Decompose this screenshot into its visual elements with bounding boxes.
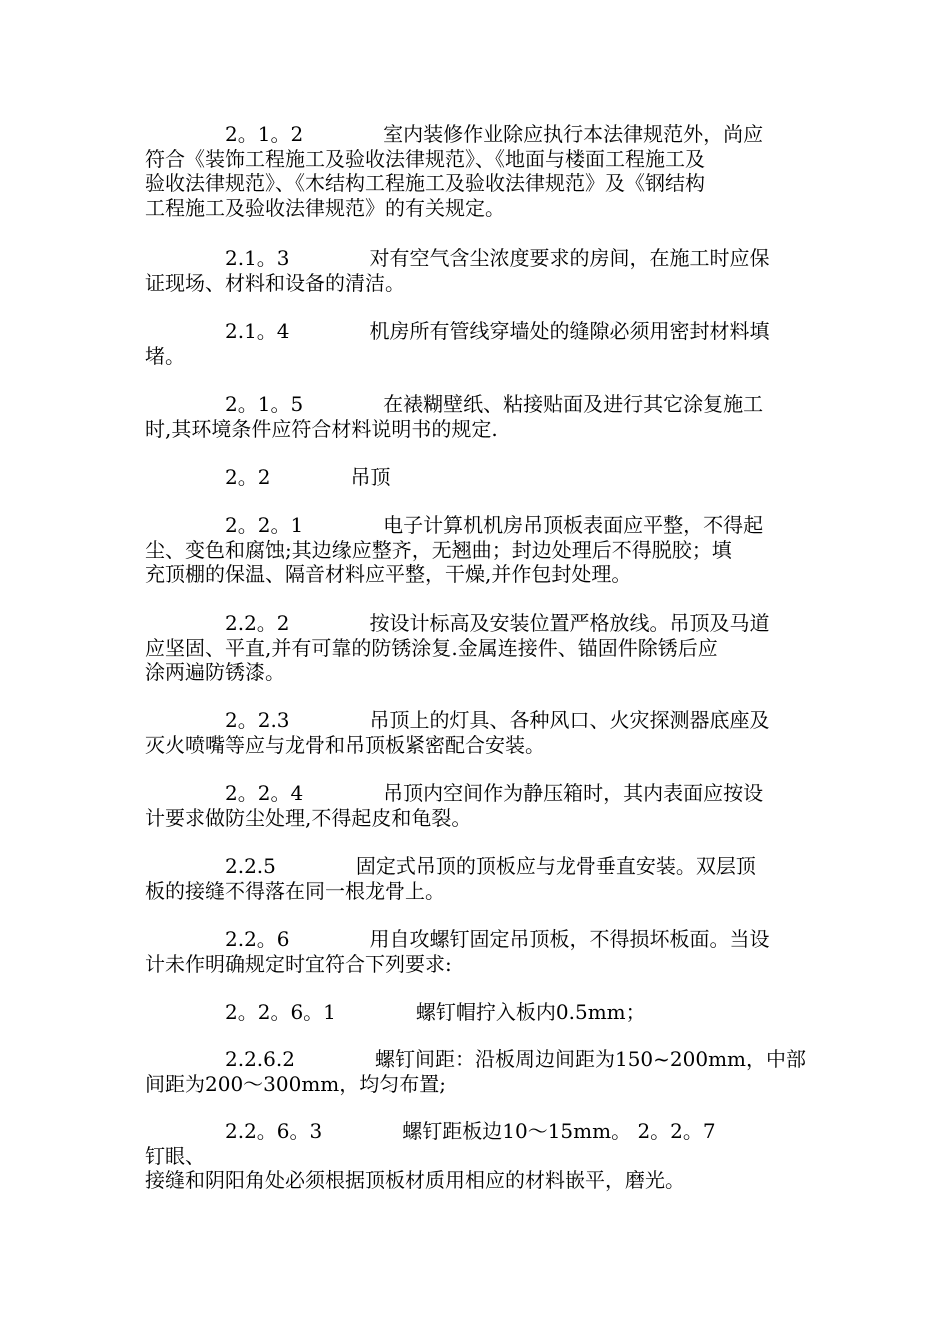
text-line: 应坚固、平直,并有可靠的防锈涂复.金属连接件、锚固件除锈后应 <box>145 635 718 660</box>
text-line: 2.2。6。3 螺钉距板边10～15mm。 2。2。7 钉眼、 <box>145 1119 796 1168</box>
text-line: 时,其环境条件应符合材料说明书的规定. <box>145 416 498 441</box>
text-line: 2。2。6。1 螺钉帽拧入板内0.5mm； <box>145 1000 646 1024</box>
text-line: 工程施工及验收法律规范》的有关规定。 <box>145 195 505 220</box>
text-line: 灭火喷嘴等应与龙骨和吊顶板紧密配合安装。 <box>145 732 545 757</box>
text-line: 2。2。4 吊顶内空间作为静压箱时，其内表面应按设 <box>145 781 764 805</box>
text-line: 板的接缝不得落在同一根龙骨上。 <box>145 878 445 903</box>
text-line: 计要求做防尘处理,不得起皮和龟裂。 <box>145 805 472 830</box>
heading-2-2 <box>145 465 813 490</box>
paragraph-2-2-2 <box>145 611 813 685</box>
text-line: 堵。 <box>145 343 185 368</box>
text-line: 计未作明确规定时宜符合下列要求: <box>145 951 452 976</box>
text-line: 2。1。2 室内装修作业除应执行本法律规范外，尚应 <box>145 122 764 146</box>
text-line: 2。2。1 电子计算机机房吊顶板表面应平整，不得起 <box>145 513 764 537</box>
paragraph-2-2-3 <box>145 708 813 757</box>
text-line: 2。1。5 在裱糊壁纸、粘接贴面及进行其它涂复施工 <box>145 392 764 416</box>
paragraph-2-2-5 <box>145 854 813 903</box>
paragraph-2-2-6-1 <box>145 1000 813 1025</box>
paragraph-2-1-2 <box>145 122 813 220</box>
text-line: 验收法律规范》、《木结构工程施工及验收法律规范》及《钢结构 <box>145 171 705 195</box>
paragraph-2-1-3 <box>145 246 813 295</box>
text-line: 2.1。4 机房所有管线穿墙处的缝隙必须用密封材料填 <box>145 319 770 343</box>
text-line: 涂两遍防锈漆。 <box>145 660 285 684</box>
text-line: 2。2.3 吊顶上的灯具、各种风口、火灾探测器底座及 <box>145 708 770 732</box>
text-line: 2。2 吊顶 <box>145 465 391 489</box>
paragraph-2-2-4 <box>145 781 813 830</box>
text-line: 2.1。3 对有空气含尘浓度要求的房间，在施工时应保 <box>145 246 770 270</box>
text-line: 间距为200～300mm，均匀布置; <box>145 1071 447 1096</box>
paragraph-2-2-6-3 <box>145 1119 813 1193</box>
paragraph-2-1-5 <box>145 392 813 441</box>
text-line: 证现场、材料和设备的清洁。 <box>145 270 405 295</box>
paragraph-2-2-6-2 <box>145 1047 813 1096</box>
text-line: 充顶棚的保温、隔音材料应平整，干燥,并作包封处理。 <box>145 562 632 586</box>
text-line: 2.2.6.2 螺钉间距：沿板周边间距为150~200mm，中部 <box>145 1047 807 1071</box>
text-line: 2.2。2 按设计标高及安装位置严格放线。吊顶及马道 <box>145 611 770 635</box>
paragraph-2-2-6 <box>145 927 813 976</box>
text-line: 2.2。6 用自攻螺钉固定吊顶板，不得损坏板面。当设 <box>145 927 770 951</box>
text-line: 符合《装饰工程施工及验收法律规范》、《地面与楼面工程施工及 <box>145 146 705 171</box>
paragraph-2-2-1 <box>145 513 813 587</box>
paragraph-2-1-4 <box>145 319 813 368</box>
text-line: 2.2.5 固定式吊顶的顶板应与龙骨垂直安装。双层顶 <box>145 854 756 878</box>
text-line: 接缝和阴阳角处必须根据顶板材质用相应的材料嵌平，磨光。 <box>145 1168 685 1192</box>
text-line: 尘、变色和腐蚀;其边缘应整齐，无翘曲；封边处理后不得脱胶；填 <box>145 537 732 562</box>
